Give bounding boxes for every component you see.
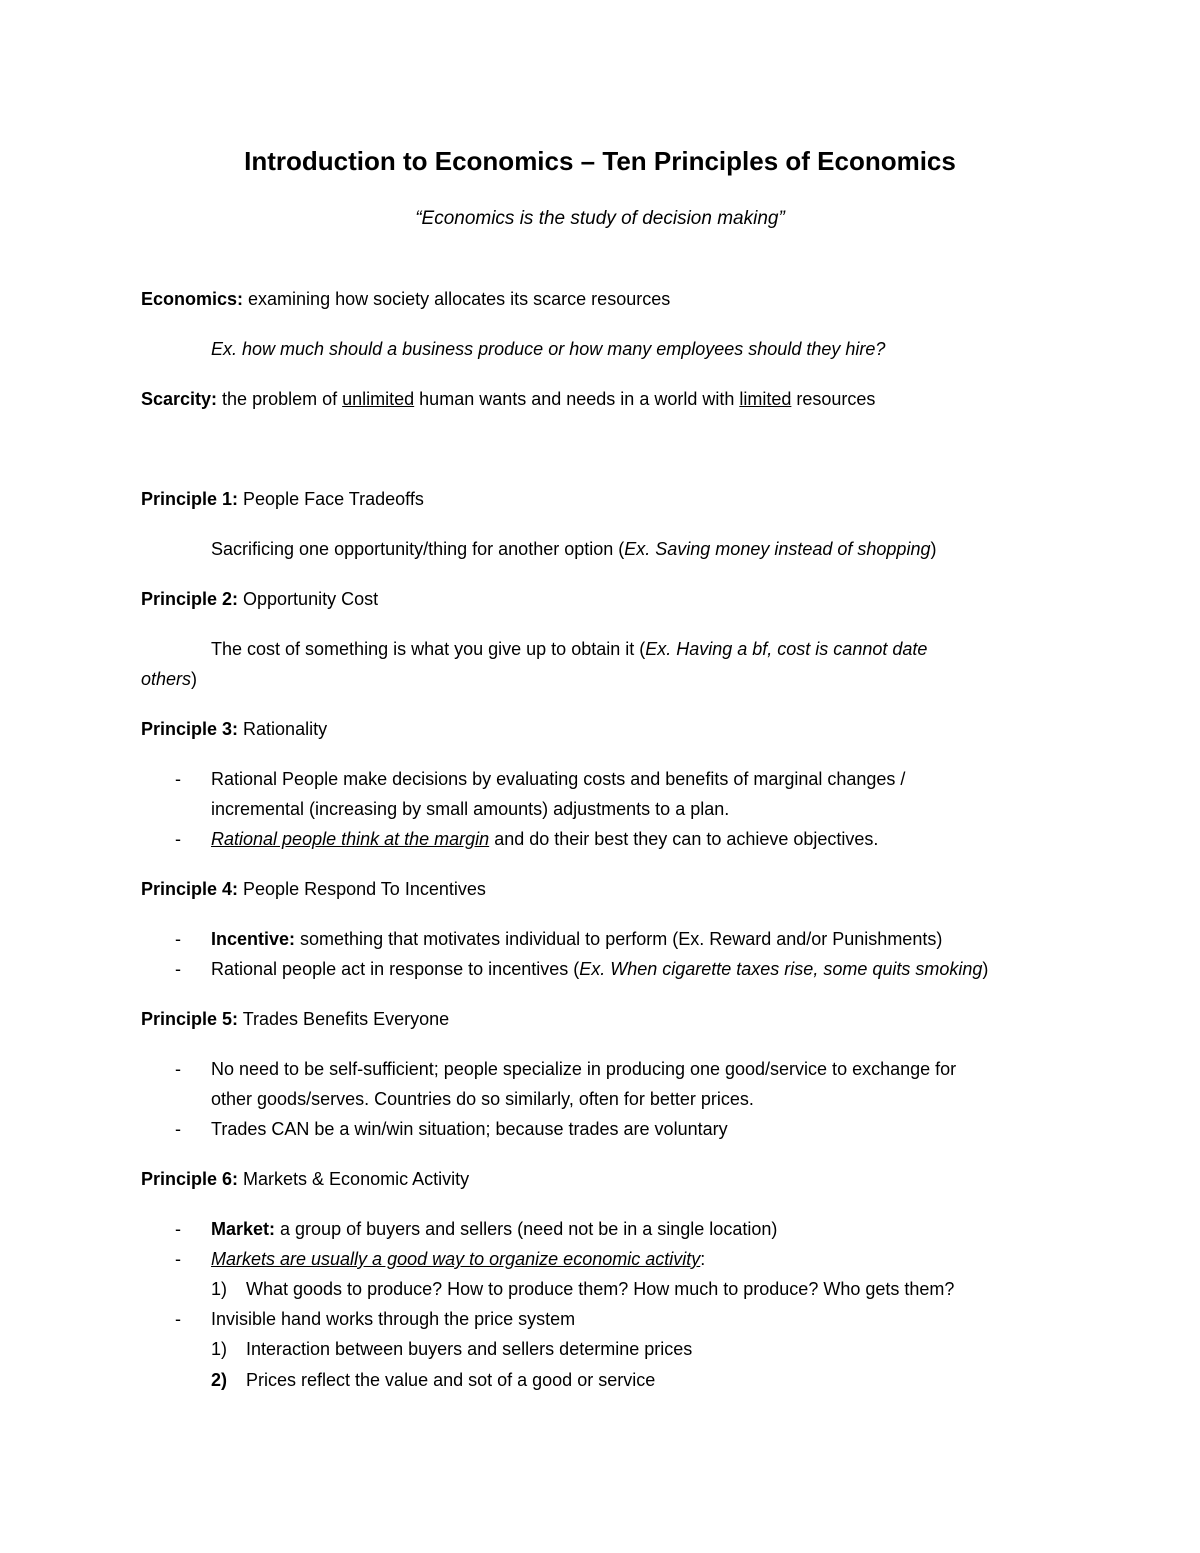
- scarcity-term: Scarcity:: [141, 389, 218, 409]
- list-number: 2): [211, 1370, 228, 1390]
- principle-3-bullet-2: Rational people think at the margin and do their best they can to achieve objectives.: [211, 829, 879, 849]
- bullet-dash: -: [175, 829, 181, 849]
- principle-1-heading: Principle 1: People Face Tradeoffs: [141, 489, 424, 509]
- principle-5-bullet-1-cont: other goods/serves. Countries do so similarly, often for better prices.: [211, 1089, 754, 1109]
- principle-6-item-1: What goods to produce? How to produce them? How much to produce? Who gets them?: [246, 1279, 955, 1299]
- principle-2-text-cont: others): [141, 669, 198, 689]
- principle-4-heading: Principle 4: People Respond To Incentives: [141, 879, 486, 899]
- principle-1-text: Sacrificing one opportunity/thing for another option (Ex. Saving money instead of shopping): [211, 539, 937, 559]
- list-number: 1): [211, 1279, 228, 1299]
- principle-2-text: The cost of something is what you give up to obtain it (Ex. Having a bf, cost is cannot date: [211, 639, 928, 659]
- principle-6-heading: Principle 6: Markets & Economic Activity: [141, 1169, 470, 1189]
- principle-2-heading: Principle 2: Opportunity Cost: [141, 589, 379, 609]
- bullet-dash: -: [175, 769, 181, 789]
- principle-5-heading: Principle 5: Trades Benefits Everyone: [141, 1009, 450, 1029]
- principle-6-bullet-1: Market: a group of buyers and sellers (need not be in a single location): [211, 1219, 778, 1239]
- page-title: Introduction to Economics – Ten Principles of Economics: [244, 146, 956, 176]
- bullet-dash: -: [175, 1249, 181, 1269]
- principle-4-bullet-1: Incentive: something that motivates individual to perform (Ex. Reward and/or Punishments): [211, 929, 943, 949]
- economics-example: Ex. how much should a business produce or how many employees should they hire?: [211, 339, 886, 359]
- bullet-dash: -: [175, 1309, 181, 1329]
- quote: “Economics is the study of decision making”: [415, 208, 785, 229]
- principle-5-bullet-1: No need to be self-sufficient; people specialize in producing one good/service to exchange for: [211, 1059, 957, 1079]
- bullet-dash: -: [175, 1059, 181, 1079]
- bullet-dash: -: [175, 1219, 181, 1239]
- principle-6-sub-item-2: Prices reflect the value and sot of a good or service: [246, 1370, 656, 1390]
- principle-3-heading: Principle 3: Rationality: [141, 719, 328, 739]
- economics-term: Economics:: [141, 289, 244, 309]
- bullet-dash: -: [175, 959, 181, 979]
- list-number: 1): [211, 1339, 228, 1359]
- principle-6-bullet-2: Markets are usually a good way to organize economic activity:: [211, 1249, 706, 1269]
- scarcity-definition: Scarcity: the problem of unlimited human wants and needs in a world with limited resources: [141, 389, 876, 409]
- bullet-dash: -: [175, 929, 181, 949]
- principle-6-sub-item-1: Interaction between buyers and sellers determine prices: [246, 1339, 693, 1359]
- principle-4-bullet-2: Rational people act in response to incentives (Ex. When cigarette taxes rise, some quits smoking): [211, 959, 989, 979]
- bullet-dash: -: [175, 1119, 181, 1139]
- principle-3-bullet-1-cont: incremental (increasing by small amounts) adjustments to a plan.: [211, 799, 730, 819]
- principle-6-bullet-3: Invisible hand works through the price system: [211, 1309, 576, 1329]
- principle-5-bullet-2: Trades CAN be a win/win situation; because trades are voluntary: [211, 1119, 728, 1139]
- economics-definition: Economics: examining how society allocates its scarce resources: [141, 289, 671, 309]
- principle-3-bullet-1: Rational People make decisions by evaluating costs and benefits of marginal changes /: [211, 769, 906, 789]
